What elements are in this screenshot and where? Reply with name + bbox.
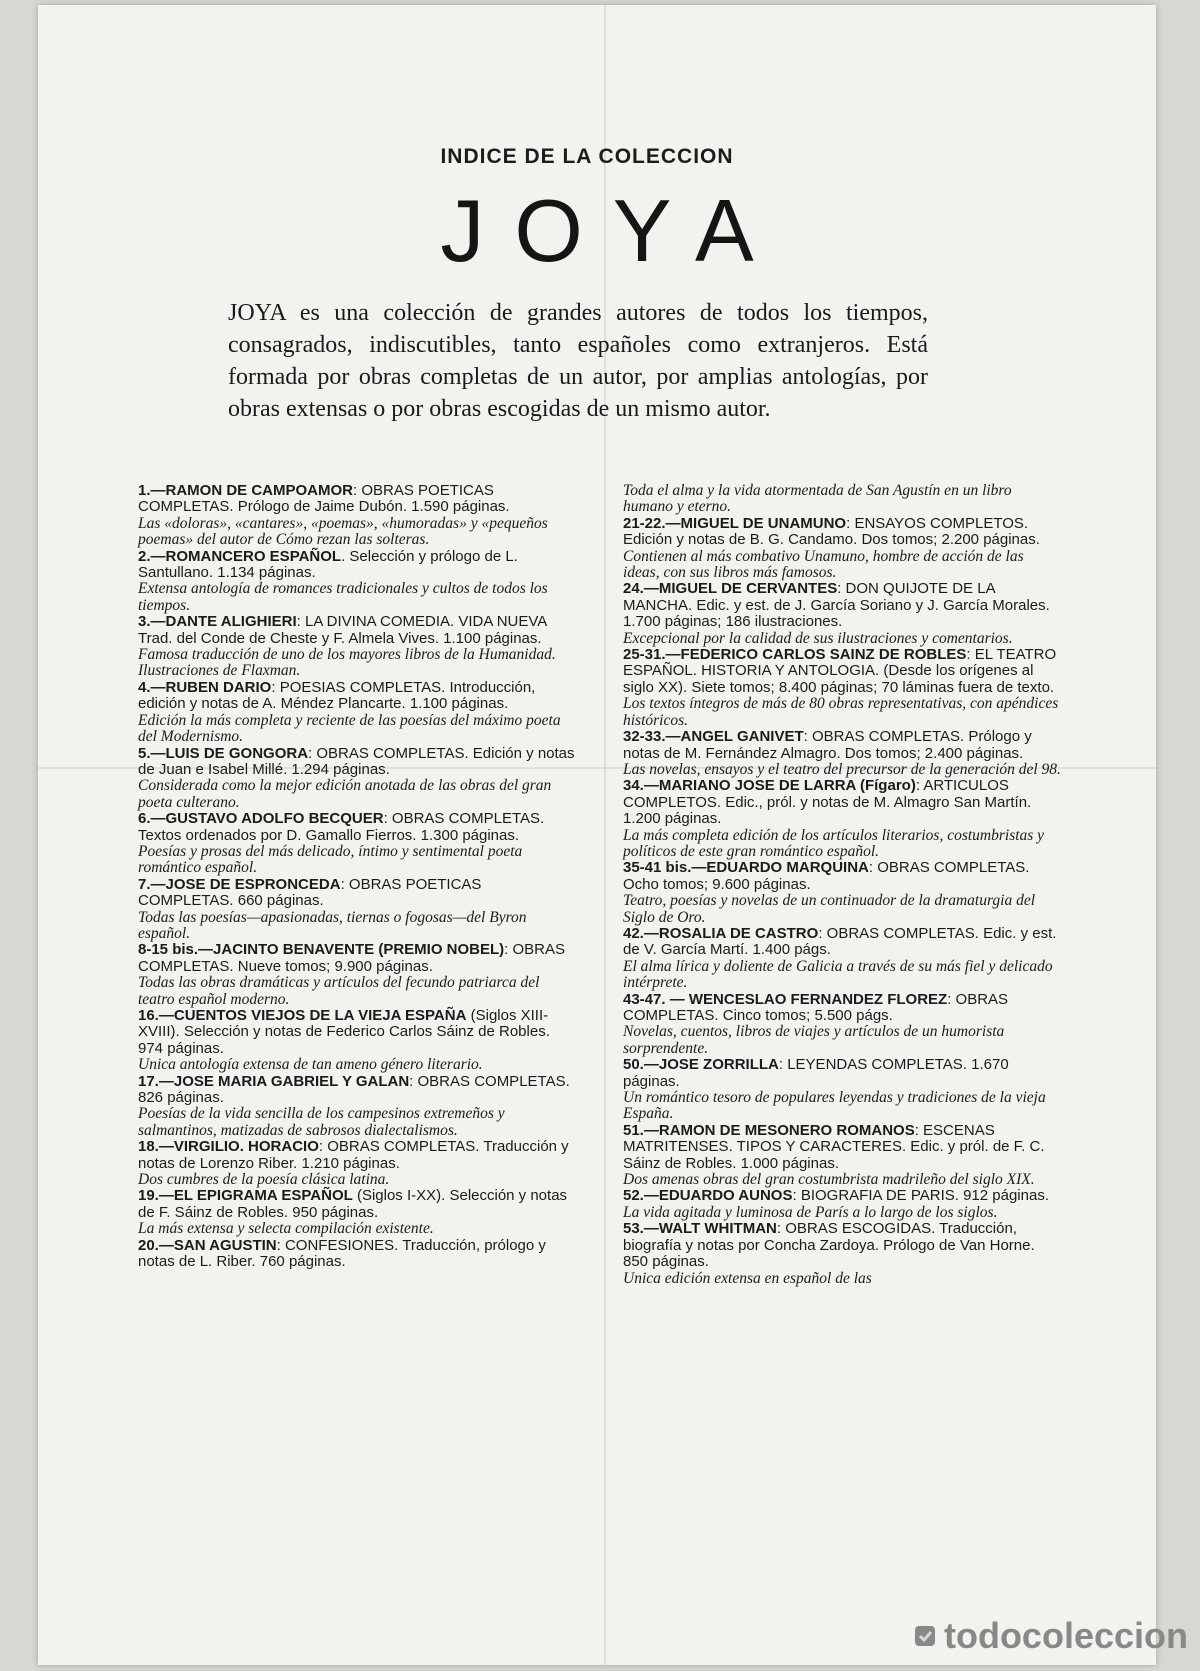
entry-number: 42.— [623, 924, 659, 942]
catalog-entry [138, 942, 578, 1008]
entry-body [138, 483, 578, 516]
entry-author: SAN AGUSTIN [173, 1236, 277, 1254]
entry-details: : OBRAS COMPLETAS. Cinco tomos; 5.500 págs. [623, 990, 1009, 1024]
entry-author: RAMON DE CAMPOAMOR [165, 482, 354, 499]
entry-author: JOSE DE ESPRONCEDA [165, 875, 341, 893]
entry-details: : ESCENAS MATRITENSES. TIPOS Y CARACTERES. Edic. y pról. de F. C. Sáinz de Robles. 1.000 páginas. [623, 1121, 1045, 1172]
catalog-entry [623, 1123, 1063, 1189]
catalog-entry [623, 1188, 1063, 1221]
entry-details: : OBRAS COMPLETAS. Edición y notas de Juan e Isabel Millé. 1.294 páginas. [138, 744, 575, 778]
entry-number: 25-31.— [623, 646, 681, 664]
entry-details: : OBRAS COMPLETAS. Traducción y notas de Lorenzo Riber. 1.210 páginas. [138, 1138, 569, 1172]
entry-author: DANTE ALIGHIERI [165, 613, 297, 631]
catalog-entry [623, 516, 1063, 582]
entry-body [138, 1188, 578, 1221]
catalog-entry [623, 926, 1063, 992]
entry-number: 21-22.— [623, 514, 681, 532]
entry-author: WALT WHITMAN [658, 1220, 777, 1238]
entry-author: WENCESLAO FERNANDEZ FLOREZ [688, 990, 948, 1008]
entry-author: JOSE MARIA GABRIEL Y GALAN [173, 1072, 410, 1090]
right-column [623, 483, 1063, 1287]
catalog-entry [138, 1074, 578, 1140]
entry-body [623, 729, 1063, 762]
catalog-entry [138, 680, 578, 746]
entry-body [623, 647, 1063, 696]
entry-description: Unica antología extensa de tan ameno género literario. [138, 1056, 483, 1074]
todocoleccion-logo-icon [912, 1623, 938, 1649]
entry-details: : OBRAS POETICAS COMPLETAS. Prólogo de Jaime Dubón. 1.590 páginas. [138, 482, 510, 516]
entry-number: 17.— [138, 1072, 174, 1090]
entry-details: : OBRAS ESCOGIDAS. Traducción, biografía y notas por Concha Zardoya. Prólogo de Van Horne. 850 páginas. [623, 1220, 1035, 1271]
entry-description: Teatro, poesías y novelas de un continuador de la dramaturgia del Siglo de Oro. [623, 892, 1036, 926]
catalog-entry [623, 581, 1063, 647]
entry-body [138, 549, 578, 582]
catalog-entry [623, 860, 1063, 926]
entry-details: (Siglos I-XX). Selección y notas de F. Sáinz de Robles. 950 páginas. [138, 1187, 568, 1221]
entry-body [623, 1221, 1063, 1270]
entry-details: : OBRAS POETICAS COMPLETAS. 660 páginas. [138, 875, 482, 910]
entry-number: 8-15 bis.— [138, 941, 214, 959]
entry-description: Unica edición extensa en español de las [623, 1269, 872, 1287]
entry-number: 6.— [138, 810, 166, 828]
entry-body [138, 1238, 578, 1271]
entry-details: : OBRAS COMPLETAS. Textos ordenados por D. Gamallo Fierros. 1.300 páginas. [138, 810, 545, 844]
entry-description: Famosa traducción de uno de los mayores libros de la Humanidad. Ilustraciones de Flaxman. [138, 646, 556, 680]
entry-description: La más completa edición de los artículos literarios, costumbristas y políticos de este gran romántico español. [623, 826, 1045, 860]
entry-number: 1.— [138, 482, 166, 499]
entry-number: 7.— [138, 875, 166, 893]
entry-details: : OBRAS COMPLETAS. Edic. y est. de V. García Martí. 1.400 págs. [623, 924, 1057, 959]
entry-description: Extensa antología de romances tradicionales y cultos de todos los tiempos. [138, 580, 548, 614]
entry-details: : OBRAS COMPLETAS. 826 páginas. [138, 1072, 570, 1107]
entry-description: La más extensa y selecta compilación existente. [138, 1220, 434, 1238]
entry-details: : ENSAYOS COMPLETOS. Edición y notas de B. G. Candamo. Dos tomos; 2.200 páginas. [623, 514, 1040, 549]
entry-body [138, 680, 578, 713]
entry-number: 20.— [138, 1236, 174, 1254]
entry-number: 24.— [623, 580, 659, 598]
catalog-entry [623, 992, 1063, 1058]
entry-author: EDUARDO AUNOS [658, 1187, 793, 1205]
catalog-entry [138, 483, 578, 549]
entry-author: GUSTAVO ADOLFO BECQUER [165, 810, 384, 828]
catalog-sheet [38, 5, 1156, 1665]
entry-details: : CONFESIONES. Traducción, prólogo y notas de L. Riber. 760 páginas. [138, 1236, 546, 1271]
entry-details: : EL TEATRO ESPAÑOL. HISTORIA Y ANTOLOGIA. (Desde los orígenes al siglo XX). Siete tomos; 8.400 páginas; 70 láminas fuera de texto. [623, 646, 1057, 696]
entry-number: 18.— [138, 1138, 174, 1156]
entry-author: EL EPIGRAMA ESPAÑOL [173, 1187, 353, 1205]
catalog-entry [138, 877, 578, 943]
catalog-entry [138, 1188, 578, 1237]
entry-body [138, 877, 578, 910]
entry-number: 3.— [138, 613, 166, 631]
catalog-entry [623, 729, 1063, 778]
entry-body [623, 581, 1063, 630]
entry-number: 16.— [138, 1007, 174, 1024]
entry-description: Un romántico tesoro de populares leyendas y tradiciones de la vieja España. [623, 1089, 1046, 1123]
entry-details: : ARTICULOS COMPLETOS. Edic., pról. y notas de M. Almagro San Martín. 1.200 páginas. [623, 777, 1032, 828]
entry-author: ROSALIA DE CASTRO [658, 924, 819, 942]
entry-description: Las novelas, ensayos y el teatro del precursor de la generación del 98. [623, 760, 1061, 778]
entry-description: Poesías y prosas del más delicado, íntimo y sentimental poeta romántico español. [138, 842, 523, 877]
entry-number: 34.— [623, 777, 659, 795]
entry-description: Dos amenas obras del gran costumbrista madrileño del siglo XIX. [623, 1171, 1035, 1189]
entry-description: La vida agitada y luminosa de París a lo largo de los siglos. [623, 1203, 998, 1221]
entry-author: RAMON DE MESONERO ROMANOS [658, 1121, 915, 1139]
entry-description: Las «doloras», «cantares», «poemas», «humoradas» y «pequeños poemas» del autor de Cómo rezan las solteras. [138, 514, 548, 549]
entry-description: Considerada como la mejor edición anotada de las obras del gran poeta culterano. [138, 777, 552, 811]
continuation-text: Toda el alma y la vida atormentada de San Agustín en un libro humano y eterno. [623, 482, 1012, 516]
entry-body [623, 992, 1063, 1025]
entry-body [138, 942, 578, 975]
entry-number: 5.— [138, 744, 166, 762]
entry-details: : LEYENDAS COMPLETAS. 1.670 páginas. [623, 1056, 1009, 1090]
entry-number: 2.— [138, 547, 166, 565]
entry-description: Edición la más completa y reciente de las poesías del máximo poeta del Modernismo. [138, 711, 561, 746]
entry-description: Poesías de la vida sencilla de los campesinos extremeños y salmantinos, matizadas de sabrosos dialectalismos. [138, 1105, 505, 1139]
entry-author: JACINTO BENAVENTE (PREMIO NOBEL) [213, 941, 505, 959]
entry-details: : DON QUIJOTE DE LA MANCHA. Edic. y est. de J. García Soriano y J. García Morales. 1.700 páginas; 186 ilustraciones. [623, 580, 1050, 631]
entry-body [623, 926, 1063, 959]
entry-body [623, 1123, 1063, 1172]
entry-author: JOSE ZORRILLA [658, 1056, 779, 1074]
entry-author: MARIANO JOSE DE LARRA (Fígaro) [658, 777, 916, 795]
entry-number: 50.— [623, 1056, 659, 1074]
entry-body [138, 1008, 578, 1057]
entry-number: 51.— [623, 1121, 659, 1139]
entry-number: 19.— [138, 1187, 174, 1205]
entry-details: : OBRAS COMPLETAS. Ocho tomos; 9.600 páginas. [623, 859, 1030, 893]
catalog-entry [138, 549, 578, 615]
entry-details: : POESIAS COMPLETAS. Introducción, edición y notas de A. Méndez Plancarte. 1.100 páginas. [138, 678, 536, 713]
catalog-entry [138, 614, 578, 680]
catalog-entry [623, 647, 1063, 729]
entry-description: Novelas, cuentos, libros de viajes y artículos de un humorista sorprendente. [623, 1023, 1005, 1057]
entry-description: Los textos íntegros de más de 80 obras representativas, con apéndices históricos. [623, 695, 1059, 729]
entry-author: CUENTOS VIEJOS DE LA VIEJA ESPAÑA [173, 1007, 467, 1024]
entry-description: Excepcional por la calidad de sus ilustraciones y comentarios. [623, 629, 1013, 647]
entry-number: 53.— [623, 1220, 659, 1238]
entry-description: Todas las obras dramáticas y artículos del fecundo patriarca del teatro español moderno. [138, 974, 540, 1008]
catalog-entry [623, 1057, 1063, 1123]
entry-body [623, 778, 1063, 827]
entry-description: El alma lírica y doliente de Galicia a través de su más fiel y delicado intérprete. [623, 957, 1053, 992]
catalog-entry [138, 746, 578, 812]
entry-body [138, 746, 578, 779]
entry-details: : LA DIVINA COMEDIA. VIDA NUEVA Trad. del Conde de Cheste y F. Almela Vives. 1.100 páginas. [138, 613, 547, 647]
watermark-text: todocoleccion [943, 1615, 1188, 1656]
entry-author: VIRGILIO. HORACIO [173, 1138, 319, 1156]
entry-body [623, 860, 1063, 893]
entry-details: : BIOGRAFIA DE PARIS. 912 páginas. [792, 1187, 1049, 1205]
entry-author: MIGUEL DE UNAMUNO [680, 514, 847, 532]
entry-author: LUIS DE GONGORA [165, 744, 309, 762]
entry-details: (Siglos XIII-XVIII). Selección y notas de Federico Carlos Sáinz de Robles. 974 páginas. [138, 1007, 550, 1057]
entry-body [623, 516, 1063, 549]
entry-description: Todas las poesías—apasionadas, tiernas o fogosas—del Byron español. [138, 908, 527, 942]
entry-author: ROMANCERO ESPAÑOL [165, 547, 342, 565]
entry-number: 4.— [138, 678, 166, 696]
entry-details: : OBRAS COMPLETAS. Nueve tomos; 9.900 páginas. [138, 941, 566, 975]
entry-author: MIGUEL DE CERVANTES [658, 580, 838, 598]
catalog-entry [623, 1221, 1063, 1287]
collection-title: JOYA [440, 181, 784, 280]
entry-body [138, 614, 578, 647]
entry-body [138, 1139, 578, 1172]
entry-author: RUBEN DARIO [165, 678, 272, 696]
watermark [912, 1615, 1188, 1657]
entry-body [138, 1074, 578, 1107]
entry-author: ANGEL GANIVET [680, 728, 804, 746]
entry-number: 32-33.— [623, 728, 681, 746]
entry-author: FEDERICO CARLOS SAINZ DE ROBLES [680, 646, 967, 664]
catalog-entry [138, 811, 578, 877]
entry-description: Contienen al más combativo Unamuno, hombre de acción de las ideas, con sus libros más famosos. [623, 547, 1024, 582]
catalog-entry [138, 1238, 578, 1271]
entry-body [623, 1057, 1063, 1090]
entry-body [138, 811, 578, 844]
catalog-entry [138, 1008, 578, 1074]
catalog-entry [623, 778, 1063, 860]
entry-number: 52.— [623, 1187, 659, 1205]
catalog-entry [138, 1139, 578, 1188]
entry-number: 35-41 bis.— [623, 859, 707, 877]
intro-paragraph: JOYA es una colección de grandes autores de todos los tiempos, consagrados, indiscutibles, tanto españoles como extranjeros. Está formada por obras completas de un autor, por amplias antologías, por obras extensas o por obras escogidas de un mismo autor. [228, 300, 928, 422]
header-label: INDICE DE LA COLECCION [440, 145, 734, 168]
entry-author: EDUARDO MARQUINA [706, 859, 869, 877]
left-column [138, 483, 578, 1271]
entry-description: Dos cumbres de la poesía clásica latina. [138, 1171, 390, 1189]
entry-details: : OBRAS COMPLETAS. Prólogo y notas de M. Fernández Almagro. Dos tomos; 2.400 páginas. [623, 728, 1032, 762]
entry-body [623, 1188, 1063, 1204]
entry-details: . Selección y prólogo de L. Santullano. 1.134 páginas. [138, 547, 518, 582]
entry-number: 43-47. — [623, 990, 689, 1008]
